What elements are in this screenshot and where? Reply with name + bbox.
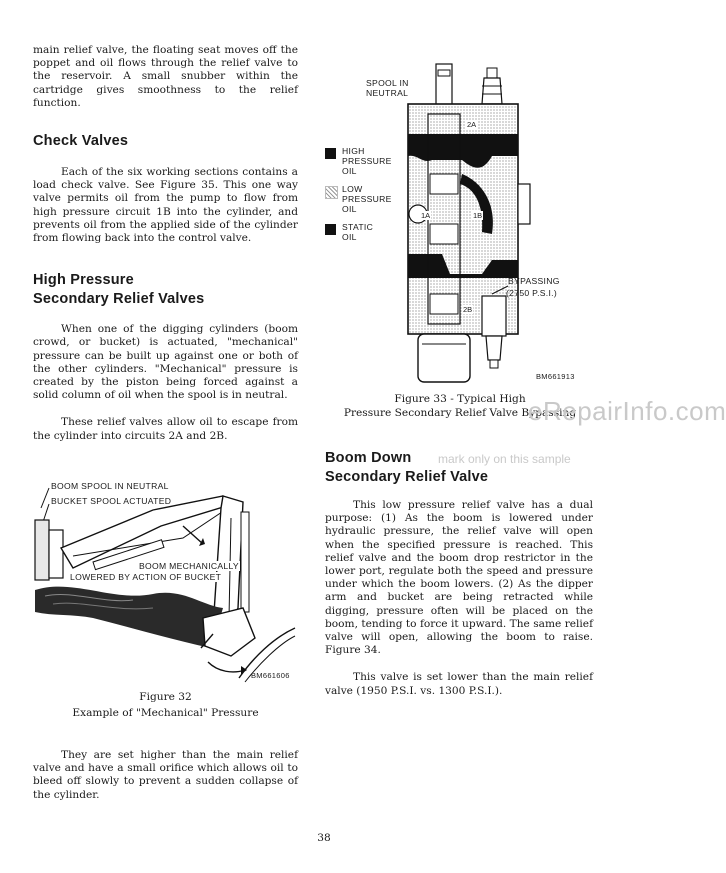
figure-32-code: BM661606 [251,671,290,680]
intro-paragraph: main relief valve, the floating seat moves off the poppet and oil flows through the relief valve to the reservoir. A small snubber within the cartridge gives smoothness to the relief function. [33,44,298,109]
legend-high-line3: OIL [342,166,357,176]
left-column [33,44,298,443]
relief-escape-paragraph: These relief valves allow oil to escape from the cylinder into circuits 2A and 2B. [33,416,298,442]
watermark-site: eRepairInfo.com [528,396,726,426]
spool-neutral-label-line2: NEUTRAL [366,88,409,98]
port-2b-label: 2B [463,305,473,314]
figure-32-caption-title: Example of "Mechanical" Pressure [72,707,259,719]
legend-high-line1: HIGH [342,146,365,156]
digging-paragraph: When one of the digging cylinders (boom crowd, or bucket) is actuated, "mechanical" pressure can be built up against one or both of the other cylinders. "Mechanical" pressure is created by the piston being forced against a solid column of oil when the spool is in neutral. [33,323,298,402]
legend-static-line2: OIL [342,232,357,242]
legend-low-line2: PRESSURE [342,194,392,204]
port-2a-label: 2A [467,120,477,129]
figure-33-code: BM661913 [536,372,575,381]
legend-low-line1: LOW [342,184,363,194]
legend-high-line2: PRESSURE [342,156,392,166]
boom-down-heading-line1: Boom Down [325,450,412,466]
bypassing-label: BYPASSING [508,276,560,286]
port-1b-label: 1B [473,211,483,220]
check-valves-heading: Check Valves [33,133,129,150]
figure-33-caption-line2: Pressure Secondary Relief Valve Bypassing [343,407,577,419]
port-1a-label: 1A [421,211,431,220]
boom-spool-label: BOOM SPOOL IN NEUTRAL [51,481,169,491]
watermark-note: mark only on this sample [438,452,571,466]
bucket-spool-label: BUCKET SPOOL ACTUATED [51,496,172,506]
spool-neutral-label-line1: SPOOL IN [366,78,409,88]
set-lower-paragraph: This valve is set lower than the main relief valve (1950 P.S.I. vs. 1300 P.S.I.). [325,671,593,697]
high-pressure-heading-line2: Secondary Relief Valves [33,291,205,308]
boom-down-section [325,449,593,698]
set-higher-paragraph: They are set higher than the main relief valve and have a small orifice which allows oil to bleed off slowly to prevent a sudden collapse of the cylinder. [33,749,298,801]
lowered-by-bucket-label: LOWERED BY ACTION OF BUCKET [70,572,222,582]
boom-mechanically-label: BOOM MECHANICALLY [139,561,239,571]
figure-32 [33,478,298,686]
bypassing-pressure-label: (2750 P.S.I.) [506,288,558,298]
backhoe-illustration [33,478,298,686]
figure-33-caption-line1: Figure 33 - Typical High [394,393,526,405]
relief-valve-cross-section [322,64,592,394]
boom-down-heading-line2: Secondary Relief Valve [325,469,489,485]
legend-static-line1: STATIC [342,222,374,232]
high-pressure-heading-line1: High Pressure [33,272,134,289]
figure-32-caption-number: Figure 32 [139,691,192,703]
figure-33 [322,64,592,394]
page-number: 38 [317,832,331,844]
check-valves-paragraph: Each of the six working sections contains a load check valve. See Figure 35. This one way valve permits oil from the pump to flow from high pressure circuit 1B into the cylinder, and prevents oil from the applied side of the cylinder from flowing back into the control valve. [33,166,298,245]
legend-low-line3: OIL [342,204,357,214]
boom-down-paragraph: This low pressure relief valve has a dual purpose: (1) As the boom is lowered under hydraulic pressure, the relief valve will open when the specified pressure is reached. This relief valve and the boom drop restrictor in the lower port, regulate both the speed and pressure under which the boom lowers. (2) As the dipper arm and bucket are being retracted while digging, pressure often will be placed on the boom, tending to force it upward. The same relief valve will open, allowing the boom to raise. Figure 34. [325,499,593,657]
